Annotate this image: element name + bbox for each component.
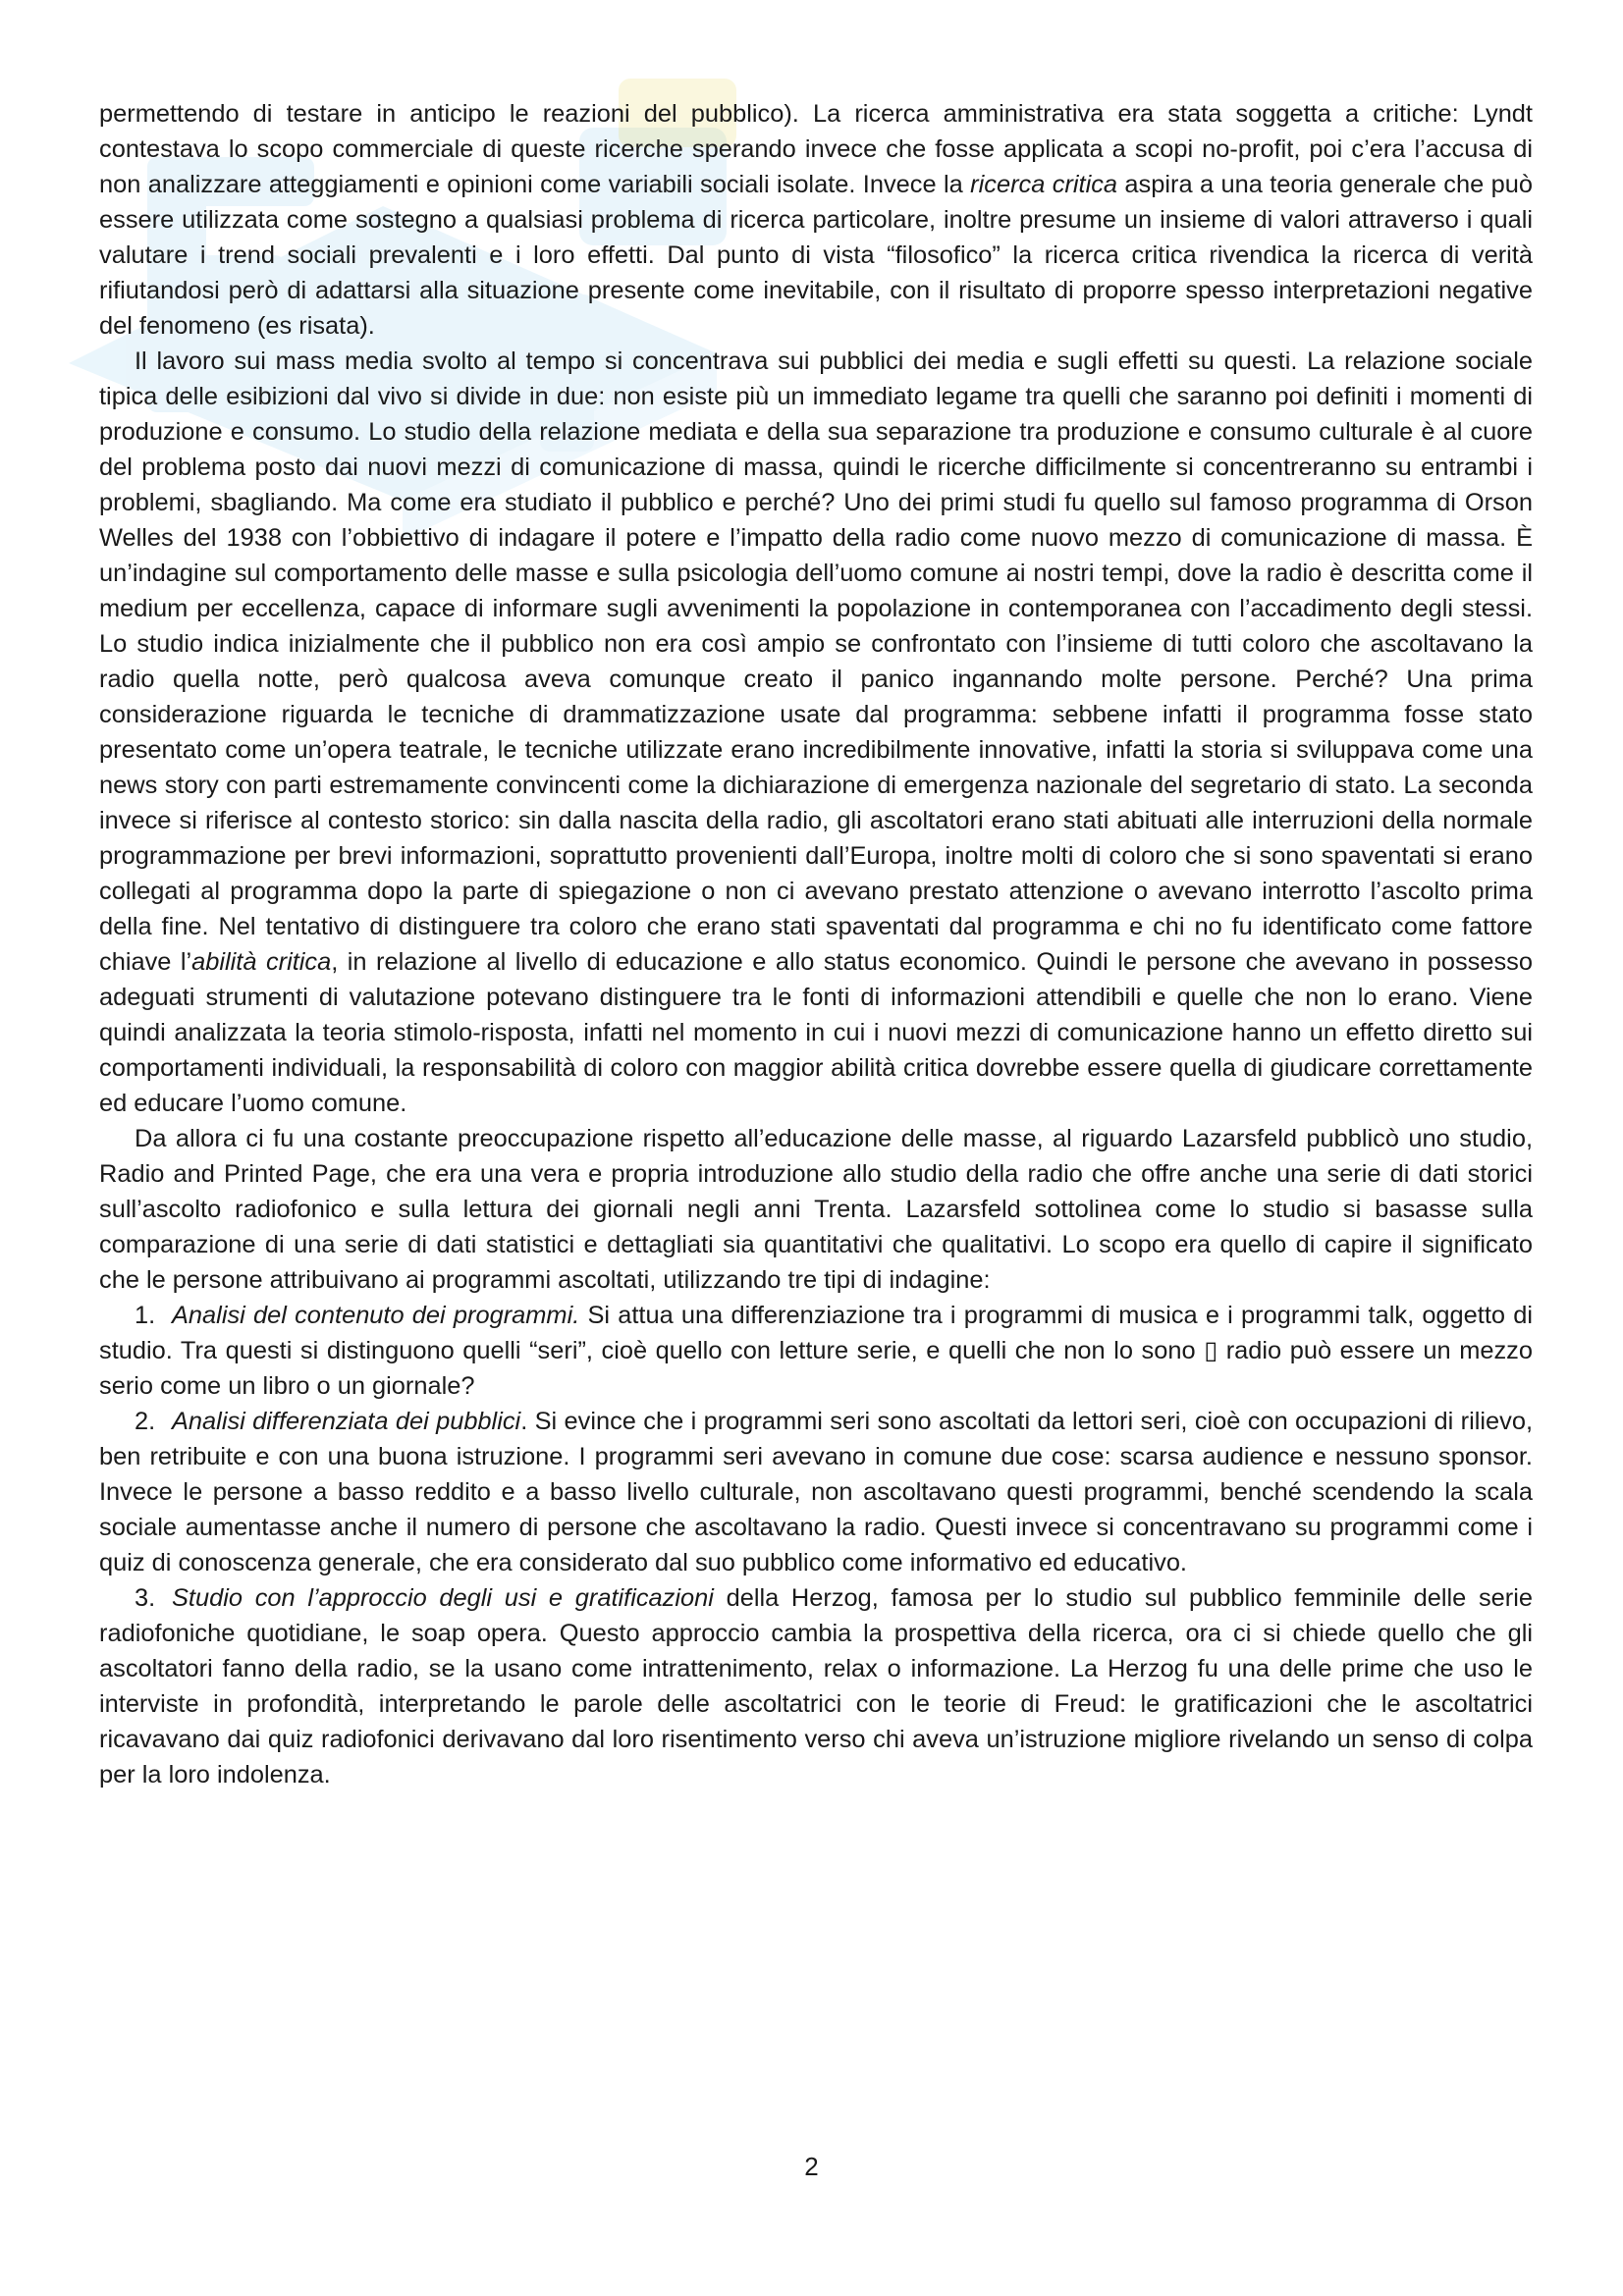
paragraph-3: Da allora ci fu una costante preoccupazione rispetto all’educazione delle masse, al riguardo Lazarsfeld pubblicò uno studio, Radio and Printed Page, che era una vera e propria introduzione allo studio della radio che offre anche una serie di dati storici sull’ascolto radiofonico e sulla lettura dei giornali negli anni Trenta. Lazarsfeld sottolinea come lo studio si basasse sulla comparazione di una serie di dati statistici e dettagliati sia quantitativi che qualitativi. Lo scopo era quello di capire il significato che le persone attribuivano ai programmi ascoltati, utilizzando tre tipi di indagine: <box>99 1125 1533 1294</box>
page-number: 2 <box>804 2152 819 2181</box>
list-number: 3. <box>135 1584 156 1612</box>
document-body <box>99 96 1533 1792</box>
list-item-title: Analisi del contenuto dei programmi. <box>172 1302 580 1329</box>
paragraph-2: Il lavoro sui mass media svolto al tempo si concentrava sui pubblici dei media e sugli effetti su questi. La relazione sociale tipica delle esibizioni dal vivo si divide in due: non esiste più un immediato legame tra quelli che saranno poi definiti i momenti di produzione e consumo. Lo studio della relazione mediata e della sua separazione tra produzione e consumo culturale è al cuore del problema posto dai nuovi mezzi di comunicazione di massa, quindi le ricerche difficilmente si concentreranno su entrambi i problemi, sbagliando. Ma come era studiato il pubblico e perché? Uno dei primi studi fu quello sul famoso programma di Orson Welles del 1938 con l’obbiettivo di indagare il potere e l’impatto della radio come nuovo mezzo di comunicazione di massa. È un’indagine sul comportamento delle masse e sulla psicologia dell’uomo comune ai nostri tempi, dove la radio è descritta come il medium per eccellenza, capace di informare sugli avvenimenti la popolazione in contemporanea con l’accadimento degli stessi. Lo studio indica inizialmente che il pubblico non era così ampio se confrontato con l’insieme di tutti coloro che ascoltavano la radio quella notte, però qualcosa aveva comunque creato il panico ingannando molte persone. Perché? Una prima considerazione riguarda le tecniche di drammatizzazione usate dal programma: sebbene infatti il programma fosse stato presentato come un’opera teatrale, le tecniche utilizzate erano incredibilmente innovative, infatti la storia si sviluppava come una news story con parti estremamente convincenti come la dichiarazione di emergenza nazionale del segretario di stato. La seconda invece si riferisce al contesto storico: sin dalla nascita della radio, gli ascoltatori erano stati abituati alle interruzioni della normale programmazione per brevi informazioni, soprattutto provenienti dall’Europa, inoltre molti di coloro che si sono spaventati si erano collegati al programma dopo la parte di spiegazione o non ci avevano prestato attenzione o avevano interrotto l’ascolto prima della fine. Nel tentativo di distinguere tra coloro che erano stati spaventati dal programma e chi no fu identificato come fattore chiave l’abilità critica, in relazione al livello di educazione e allo status economico. Quindi le persone che avevano in possesso adeguati strumenti di valutazione potevano distinguere tra le fonti di informazioni attendibili e quelle che non lo erano. Viene quindi analizzata la teoria stimolo-risposta, infatti nel momento in cui i nuovi mezzi di comunicazione hanno un effetto diretto sui comportamenti individuali, la responsabilità di coloro con maggior abilità critica dovrebbe essere quella di giudicare correttamente ed educare l’uomo comune. <box>99 347 1533 1117</box>
list-number: 2. <box>135 1408 156 1435</box>
list-item-3: 3. Studio con l’approccio degli usi e gratificazioni della Herzog, famosa per lo studio sul pubblico femminile delle serie radiofoniche quotidiane, le soap opera. Questo approccio cambia la prospettiva della ricerca, ora ci si chiede quello che gli ascoltatori fanno della radio, se la usano come intrattenimento, relax o informazione. La Herzog fu una delle prime che uso le interviste in profondità, interpretando le parole delle ascoltatrici con le teorie di Freud: le gratificazioni che le ascoltatrici ricavavano dai quiz radiofonici derivavano dal loro risentimento verso chi aveva un’istruzione migliore rivelando un senso di colpa per la loro indolenza. <box>99 1580 1533 1792</box>
term-abilita-critica: abilità critica <box>191 948 332 976</box>
list-item-1: 1. Analisi del contenuto dei programmi. Si attua una differenziazione tra i programmi di musica e i programmi talk, oggetto di studio. Tra questi si distinguono quelli “seri”, cioè quello con letture serie, e quelli che non lo sono ▯ radio può essere un mezzo serio come un libro o un giornale? <box>99 1298 1533 1404</box>
list-item-title: Analisi differenziata dei pubblici <box>172 1408 521 1435</box>
term-ricerca-critica: ricerca critica <box>970 171 1118 198</box>
list-number: 1. <box>135 1302 156 1329</box>
list-item-title: Studio con l’approccio degli usi e gratificazioni <box>172 1584 714 1612</box>
list-item-2: 2. Analisi differenziata dei pubblici. Si evince che i programmi seri sono ascoltati da lettori seri, cioè con occupazioni di rilievo, ben retribuite e con una buona istruzione. I programmi seri avevano in comune due cose: scarsa audience e nessuno sponsor. Invece le persone a basso reddito e a basso livello culturale, non ascoltavano questi programmi, benché scendendo la scala sociale aumentasse anche il numero di persone che ascoltavano la radio. Questi invece si concentravano su programmi come i quiz di conoscenza generale, che era considerato dal suo pubblico come informativo ed educativo. <box>99 1404 1533 1580</box>
paragraph-1: permettendo di testare in anticipo le reazioni del pubblico). La ricerca amministrativa era stata soggetta a critiche: Lyndt contestava lo scopo commerciale di queste ricerche sperando invece che fosse applicata a scopi no-profit, poi c’era l’accusa di non analizzare atteggiamenti e opinioni come variabili sociali isolate. Invece la ricerca critica aspira a una teoria generale che può essere utilizzata come sostegno a qualsiasi problema di ricerca particolare, inoltre presume un insieme di valori attraverso i quali valutare i trend sociali prevalenti e i loro effetti. Dal punto di vista “filosofico” la ricerca critica rivendica la ricerca di verità rifiutandosi però di adattarsi alla situazione presente come inevitabile, con il risultato di proporre spesso interpretazioni negative del fenomeno (es risata). <box>99 100 1533 340</box>
